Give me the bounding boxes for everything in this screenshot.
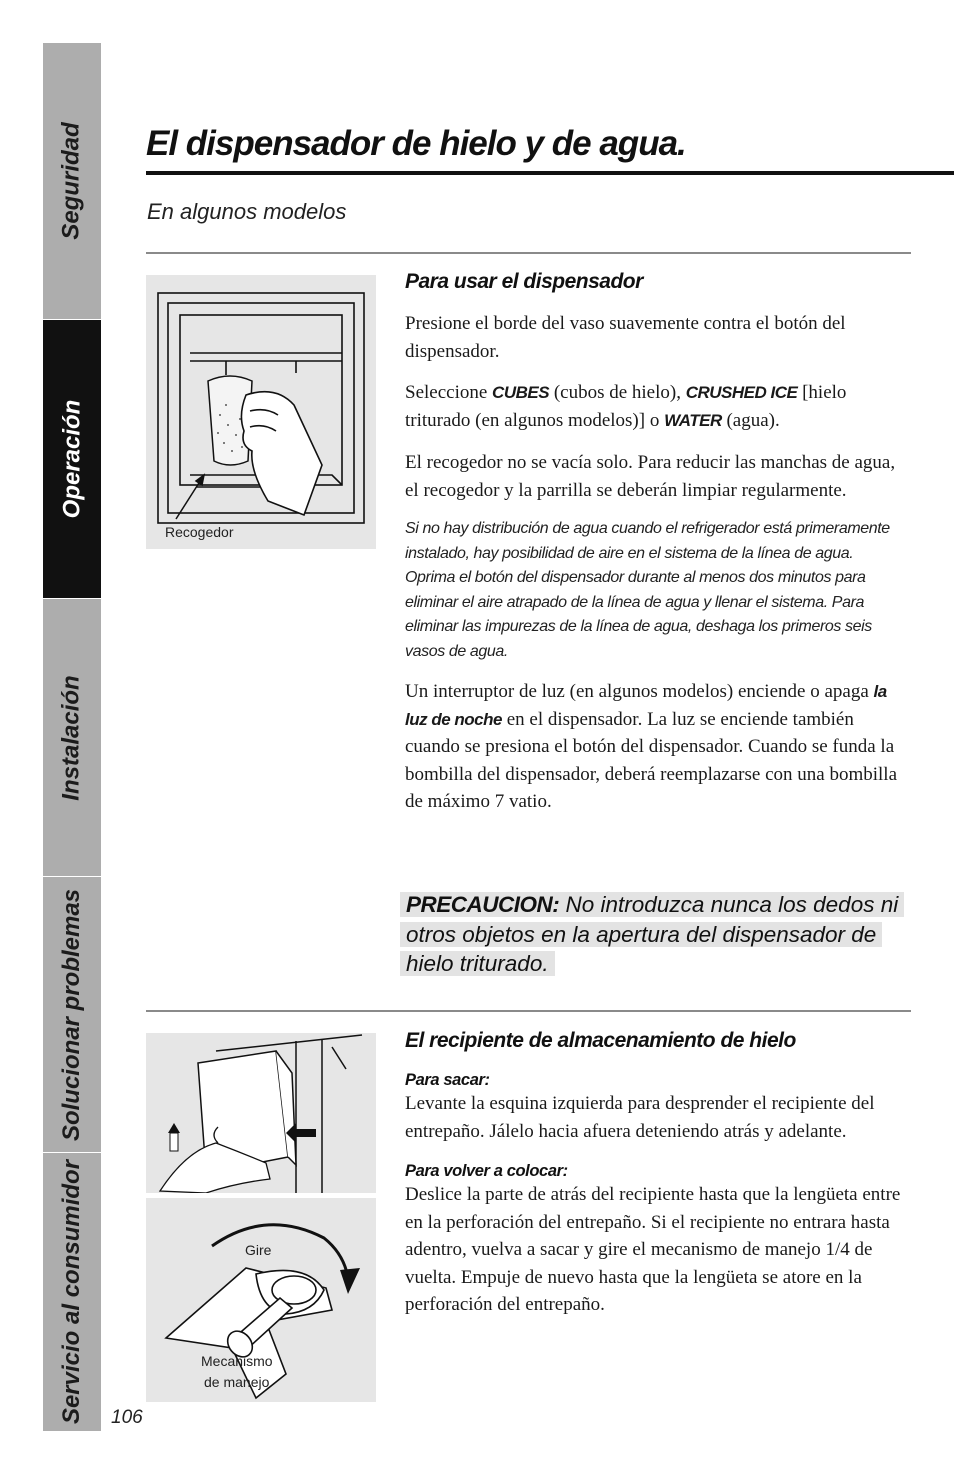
tab-seguridad-label: Seguridad [58, 122, 86, 240]
dispenser-note: Si no hay distribución de agua cuando el refrigerador está primeramente instalado, hay posibilidad de aire en el sistema de la línea de agua. Oprima el botón del dispensador durante al menos dos minutos para eliminar el aire atrapado de la línea de agua y llenar el sistema. Para eliminar las impurezas de la línea de agua, deshaga los primeros seis vasos de agua. [405, 520, 890, 660]
tab-operacion[interactable] [43, 320, 101, 599]
keyword-water: WATER [664, 410, 722, 430]
p4-post: en el dispensador. La luz se enciende también cuando se presiona el botón del dispensador. Cuando se funda la bombilla del dispensador, deberá reemplazarse con una bombilla de máximo 7 vatio. [405, 708, 898, 812]
remove-text: Levante la esquina izquierda para desprender el recipiente del entrepaño. Jálelo hacia afuera deteniendo atrás y adelante. [405, 1093, 875, 1142]
ice-bin-removal-illustration [146, 1033, 376, 1193]
page-subtitle: En algunos modelos [147, 199, 347, 224]
drive-mechanism-illustration [146, 1198, 376, 1402]
dispenser-paragraph-4 [405, 678, 913, 816]
p2-mid2: [hielo triturado (en algunos modelos)] o [405, 382, 847, 431]
figure-caption-mecanismo: Mecanismo [201, 1353, 273, 1369]
caution-body: No introduzca nunca los dedos ni otros objetos en la apertura del dispensador de hielo triturado. [406, 892, 899, 976]
tab-solucionar-problemas[interactable] [43, 877, 101, 1153]
p4-pre: Un interruptor de luz (en algunos modelos) enciende o apaga [405, 681, 874, 702]
tab-instalacion-label: Instalación [58, 674, 85, 801]
keyword-cubes: CUBES [492, 383, 550, 402]
p2-post: (agua). [721, 409, 780, 431]
page-number: 106 [111, 1407, 143, 1428]
tab-servicio-al-consumidor[interactable] [43, 1153, 101, 1431]
replace-text: Deslice la parte de atrás del recipiente hasta que la lengüeta entre en la perforación del entrepaño. Si el recipiente no entrara hasta adentro, vuelva a sacar y gire el mecanismo de manejo 1/4 de vuelta. Empuje de nuevo hasta que la lengüeta se atore en la perforación del entrepaño. [405, 1184, 901, 1315]
p2-mid1: (cubos de hielo), [549, 382, 686, 403]
caution-text [400, 892, 904, 976]
caution-label: PRECAUCION: [406, 892, 560, 917]
dispenser-section [405, 270, 913, 816]
dispenser-paragraph-2 [405, 379, 913, 434]
dispenser-illustration [146, 275, 376, 549]
tab-operacion-label: Operación [58, 399, 86, 519]
tab-solucionar-problemas-label: Solucionar problemas [58, 888, 85, 1141]
caution-box [400, 890, 900, 979]
ice-storage-section [405, 1029, 913, 1319]
dispenser-paragraph-3: El recogedor no se vacía solo. Para reducir las manchas de agua, el recogedor y la parrilla se deberán limpiar regularmente. [405, 452, 896, 501]
replace-label: Para volver a colocar: [405, 1162, 568, 1180]
figure-caption-gire: Gire [245, 1242, 272, 1258]
section-divider-top [146, 252, 911, 254]
dispenser-paragraph-1: Presione el borde del vaso suavemente contra el botón del dispensador. [405, 313, 846, 362]
p2-pre: Seleccione [405, 382, 493, 403]
figure-caption-de-manejo: de manejo [204, 1374, 270, 1390]
storage-heading: El recipiente de almacenamiento de hielo [405, 1029, 796, 1052]
figure-caption-recogedor: Recogedor [165, 524, 234, 540]
tab-instalacion[interactable] [43, 599, 101, 877]
page-title: El dispensador de hielo y de agua. [146, 124, 686, 163]
section-tabs [43, 43, 101, 1431]
keyword-luz-de-noche: la luz de noche [405, 682, 887, 729]
dispenser-heading: Para usar el dispensador [405, 270, 643, 293]
tab-seguridad[interactable] [43, 43, 101, 320]
keyword-crushed-ice: CRUSHED ICE [685, 383, 798, 402]
remove-label: Para sacar: [405, 1071, 490, 1089]
tab-servicio-label: Servicio al consumidor [58, 1159, 85, 1425]
title-rule [146, 171, 954, 175]
section-divider-bottom [146, 1010, 911, 1012]
